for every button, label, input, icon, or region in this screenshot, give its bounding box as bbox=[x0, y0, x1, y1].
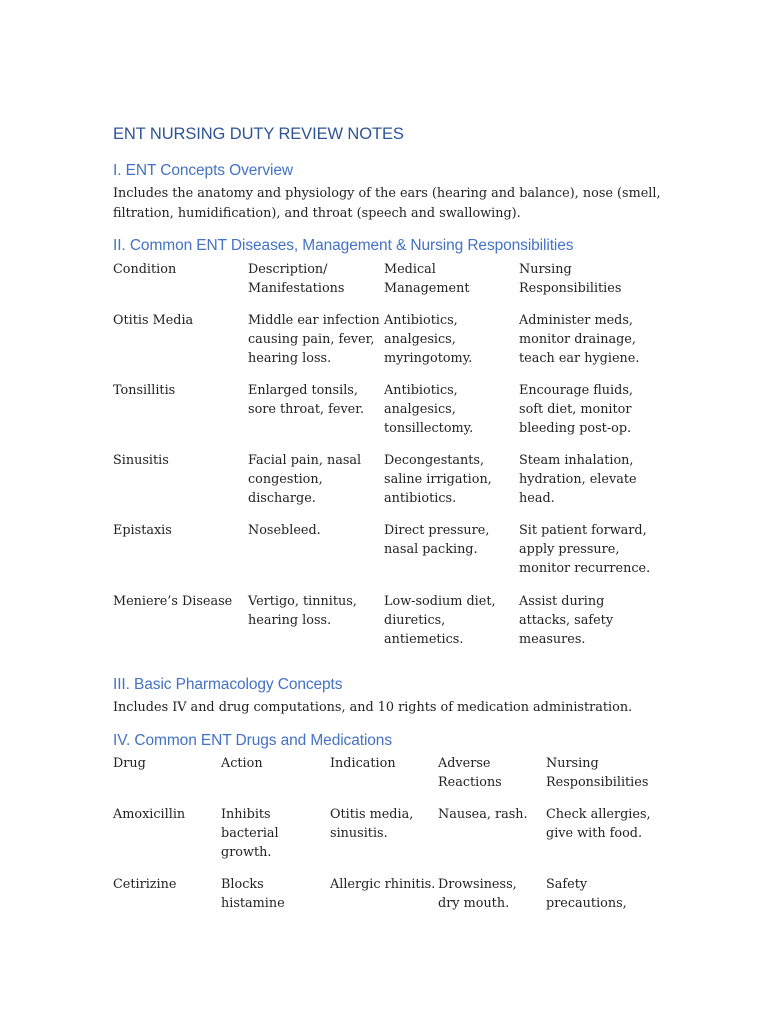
cell-line: Medical bbox=[384, 262, 436, 277]
cell-line: Inhibits bbox=[221, 807, 271, 822]
cell-line: dry mouth. bbox=[438, 896, 510, 912]
diseases-table-cell bbox=[384, 451, 492, 509]
cell-line: Nausea, rash. bbox=[438, 807, 528, 822]
cell-line: attacks, safety bbox=[519, 613, 614, 629]
cell-line: Check allergies, bbox=[546, 807, 651, 822]
cell-line: Otitis Media bbox=[113, 313, 194, 328]
paragraph-line: Includes IV and drug computations, and 10 rights of medication administration. bbox=[113, 700, 633, 715]
cell-line: antibiotics. bbox=[384, 491, 457, 507]
drugs-table-cell bbox=[438, 805, 528, 824]
section-heading-ent-concepts: I. ENT Concepts Overview bbox=[113, 162, 293, 179]
cell-line: Management bbox=[384, 281, 470, 297]
diseases-table-cell bbox=[113, 381, 175, 400]
diseases-table-cell bbox=[113, 311, 193, 330]
cell-line: bacterial bbox=[221, 826, 279, 842]
diseases-table-cell bbox=[519, 381, 633, 439]
cell-line: apply pressure, bbox=[519, 542, 620, 558]
cell-line: Steam inhalation, bbox=[519, 453, 634, 468]
cell-line: Blocks bbox=[221, 877, 264, 892]
cell-line: Tonsillitis bbox=[113, 383, 176, 398]
drugs-header-cell bbox=[330, 754, 396, 773]
drugs-table-cell bbox=[330, 875, 435, 894]
drugs-table-cell bbox=[546, 875, 627, 913]
cell-line: Low-sodium diet, bbox=[384, 594, 496, 609]
cell-line: growth. bbox=[221, 845, 272, 861]
cell-line: Condition bbox=[113, 262, 177, 277]
section-heading-ent-drugs: IV. Common ENT Drugs and Medications bbox=[113, 732, 392, 749]
section-paragraph-ent-concepts bbox=[113, 184, 661, 223]
drugs-table-cell bbox=[330, 805, 413, 843]
cell-line: Nursing bbox=[546, 756, 599, 771]
diseases-table-cell bbox=[248, 521, 321, 540]
paragraph-line: Includes the anatomy and physiology of the ears (hearing and balance), nose (smell, bbox=[113, 186, 661, 201]
diseases-header-cell bbox=[113, 260, 176, 279]
cell-line: Enlarged tonsils, bbox=[248, 383, 358, 398]
cell-line: hydration, elevate bbox=[519, 472, 637, 488]
drugs-header-cell bbox=[221, 754, 263, 773]
cell-line: saline irrigation, bbox=[384, 472, 492, 488]
cell-line: Sit patient forward, bbox=[519, 523, 647, 538]
diseases-table-cell bbox=[384, 381, 473, 439]
cell-line: Facial pain, nasal bbox=[248, 453, 362, 468]
drugs-table-cell bbox=[113, 805, 185, 824]
diseases-table-cell bbox=[248, 311, 380, 369]
cell-line: myringotomy. bbox=[384, 351, 473, 367]
document-title: ENT NURSING DUTY REVIEW NOTES bbox=[113, 125, 404, 143]
cell-line: bleeding post-op. bbox=[519, 421, 632, 437]
cell-line: Cetirizine bbox=[113, 877, 177, 892]
cell-line: soft diet, monitor bbox=[519, 402, 632, 418]
diseases-header-cell bbox=[384, 260, 469, 298]
drugs-header-cell bbox=[438, 754, 502, 792]
cell-line: diuretics, bbox=[384, 613, 446, 629]
cell-line: Direct pressure, bbox=[384, 523, 490, 538]
cell-line: analgesics, bbox=[384, 402, 456, 418]
diseases-table-cell bbox=[113, 451, 169, 470]
drugs-table-cell bbox=[546, 805, 651, 843]
cell-line: Antibiotics, bbox=[384, 313, 458, 328]
cell-line: head. bbox=[519, 491, 555, 507]
cell-line: Encourage fluids, bbox=[519, 383, 633, 398]
section-heading-pharmacology: III. Basic Pharmacology Concepts bbox=[113, 676, 343, 693]
cell-line: Nursing bbox=[519, 262, 572, 277]
cell-line: Adverse bbox=[438, 756, 491, 771]
diseases-header-cell bbox=[248, 260, 344, 298]
cell-line: sore throat, fever. bbox=[248, 402, 365, 418]
cell-line: Amoxicillin bbox=[113, 807, 186, 822]
section-paragraph-pharmacology bbox=[113, 698, 653, 718]
diseases-table-cell bbox=[519, 521, 650, 579]
cell-line: hearing loss. bbox=[248, 613, 332, 629]
cell-line: Responsibilities bbox=[519, 281, 622, 297]
cell-line: monitor drainage, bbox=[519, 332, 636, 348]
cell-line: Manifestations bbox=[248, 281, 345, 297]
cell-line: Meniere’s Disease bbox=[113, 594, 233, 609]
diseases-table-cell bbox=[519, 451, 637, 509]
cell-line: Drowsiness, bbox=[438, 877, 517, 892]
cell-line: Administer meds, bbox=[519, 313, 633, 328]
drugs-table-cell bbox=[438, 875, 517, 913]
diseases-table-cell bbox=[248, 592, 357, 630]
diseases-table-cell bbox=[384, 311, 472, 369]
cell-line: Drug bbox=[113, 756, 146, 771]
cell-line: congestion, bbox=[248, 472, 323, 488]
cell-line: Safety bbox=[546, 877, 588, 892]
cell-line: Vertigo, tinnitus, bbox=[248, 594, 357, 609]
cell-line: tonsillectomy. bbox=[384, 421, 474, 437]
cell-line: Sinusitis bbox=[113, 453, 169, 468]
drugs-table-cell bbox=[221, 805, 279, 863]
cell-line: analgesics, bbox=[384, 332, 456, 348]
cell-line: Nosebleed. bbox=[248, 523, 321, 538]
drugs-table-cell bbox=[113, 875, 176, 894]
diseases-table-cell bbox=[384, 592, 496, 650]
cell-line: teach ear hygiene. bbox=[519, 351, 640, 367]
diseases-table-cell bbox=[248, 381, 364, 419]
cell-line: Reactions bbox=[438, 775, 502, 791]
drugs-header-cell bbox=[113, 754, 146, 773]
cell-line: monitor recurrence. bbox=[519, 561, 651, 577]
cell-line: give with food. bbox=[546, 826, 643, 842]
drugs-table-cell bbox=[221, 875, 285, 913]
cell-line: measures. bbox=[519, 632, 586, 648]
diseases-table-cell bbox=[113, 521, 172, 540]
cell-line: Middle ear infection bbox=[248, 313, 380, 328]
cell-line: Antibiotics, bbox=[384, 383, 458, 398]
cell-line: Allergic rhinitis. bbox=[330, 877, 436, 892]
cell-line: causing pain, fever, bbox=[248, 332, 375, 348]
diseases-table-cell bbox=[519, 592, 613, 650]
cell-line: Assist during bbox=[519, 594, 605, 609]
cell-line: Description/ bbox=[248, 262, 328, 277]
cell-line: Responsibilities bbox=[546, 775, 649, 791]
cell-line: sinusitis. bbox=[330, 826, 388, 842]
drugs-header-cell bbox=[546, 754, 648, 792]
cell-line: precautions, bbox=[546, 896, 627, 912]
cell-line: Action bbox=[221, 756, 263, 771]
cell-line: Otitis media, bbox=[330, 807, 414, 822]
cell-line: nasal packing. bbox=[384, 542, 478, 558]
diseases-table-cell bbox=[248, 451, 361, 509]
cell-line: Decongestants, bbox=[384, 453, 485, 468]
diseases-table-cell bbox=[113, 592, 232, 611]
diseases-table-cell bbox=[519, 311, 639, 369]
cell-line: antiemetics. bbox=[384, 632, 464, 648]
section-heading-common-ent-diseases: II. Common ENT Diseases, Management & Nursing Responsibilities bbox=[113, 237, 574, 254]
paragraph-line: filtration, humidification), and throat (speech and swallowing). bbox=[113, 205, 521, 221]
cell-line: Epistaxis bbox=[113, 523, 172, 538]
cell-line: Indication bbox=[330, 756, 396, 771]
diseases-table-cell bbox=[384, 521, 489, 559]
cell-line: discharge. bbox=[248, 491, 316, 507]
cell-line: histamine bbox=[221, 896, 285, 912]
cell-line: hearing loss. bbox=[248, 351, 332, 367]
diseases-header-cell bbox=[519, 260, 621, 298]
